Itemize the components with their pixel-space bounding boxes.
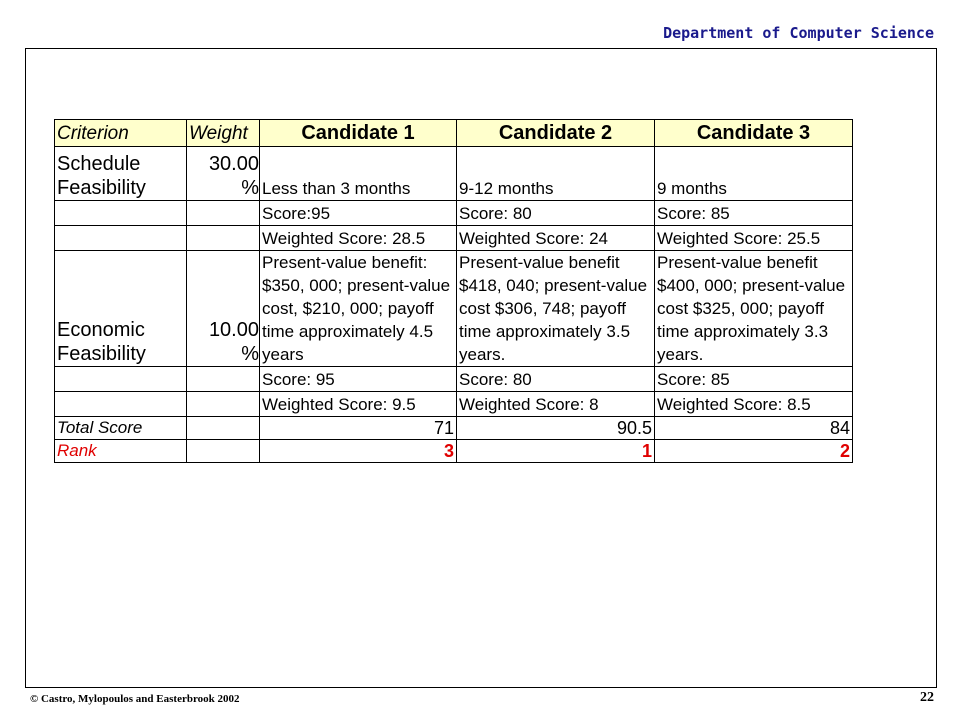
- economic-desc-c2: Present-value benefit $418, 040; present-value cost $306, 748; payoff time approximately 3.5 years.: [457, 251, 655, 367]
- header-criterion: Criterion: [55, 120, 187, 147]
- economic-weighted-c2: Weighted Score: 8: [457, 392, 655, 417]
- department-title: Department of Computer Science: [663, 24, 934, 42]
- schedule-score-c2: Score: 80: [457, 201, 655, 226]
- economic-weighted-c1: Weighted Score: 9.5: [260, 392, 457, 417]
- economic-score-c1: Score: 95: [260, 367, 457, 392]
- schedule-weighted-c3: Weighted Score: 25.5: [655, 226, 853, 251]
- rank-c2: 1: [457, 440, 655, 463]
- header-weight: Weight: [187, 120, 260, 147]
- copyright-text: © Castro, Mylopoulos and Easterbrook 2002: [30, 693, 240, 705]
- total-score-c3: 84: [655, 417, 853, 440]
- schedule-weighted-c1: Weighted Score: 28.5: [260, 226, 457, 251]
- rank-row: [55, 440, 853, 463]
- header-candidate-2: Candidate 2: [457, 120, 655, 147]
- empty-cell: [187, 417, 260, 440]
- schedule-score-c3: Score: 85: [655, 201, 853, 226]
- economic-score-c2: Score: 80: [457, 367, 655, 392]
- empty-cell: [55, 392, 187, 417]
- total-score-c2: 90.5: [457, 417, 655, 440]
- table-row: [55, 251, 853, 367]
- table-row: [55, 367, 853, 392]
- rank-c1: 3: [260, 440, 457, 463]
- empty-cell: [55, 226, 187, 251]
- table-row: [55, 226, 853, 251]
- table-row: [55, 201, 853, 226]
- schedule-desc-c2: 9-12 months: [457, 147, 655, 201]
- empty-cell: [187, 226, 260, 251]
- weight-schedule: 30.00 %: [187, 147, 260, 201]
- table-row: [55, 147, 853, 201]
- economic-weighted-c3: Weighted Score: 8.5: [655, 392, 853, 417]
- criterion-economic: Economic Feasibility: [55, 251, 187, 367]
- empty-cell: [187, 201, 260, 226]
- empty-cell: [187, 440, 260, 463]
- table-header-row: [55, 120, 853, 147]
- header-candidate-3: Candidate 3: [655, 120, 853, 147]
- schedule-weighted-c2: Weighted Score: 24: [457, 226, 655, 251]
- total-score-label: Total Score: [55, 417, 187, 440]
- economic-score-c3: Score: 85: [655, 367, 853, 392]
- total-score-row: [55, 417, 853, 440]
- header-candidate-1: Candidate 1: [260, 120, 457, 147]
- criteria-table: [54, 119, 853, 463]
- page-number: 22: [920, 690, 934, 705]
- empty-cell: [55, 367, 187, 392]
- weight-economic: 10.00 %: [187, 251, 260, 367]
- rank-c3: 2: [655, 440, 853, 463]
- schedule-score-c1: Score:95: [260, 201, 457, 226]
- table-row: [55, 392, 853, 417]
- schedule-desc-c3: 9 months: [655, 147, 853, 201]
- empty-cell: [187, 367, 260, 392]
- empty-cell: [187, 392, 260, 417]
- economic-desc-c1: Present-value benefit: $350, 000; present-value cost, $210, 000; payoff time approximately 4.5 years: [260, 251, 457, 367]
- rank-label: Rank: [55, 440, 187, 463]
- empty-cell: [55, 201, 187, 226]
- economic-desc-c3: Present-value benefit $400, 000; present-value cost $325, 000; payoff time approximately 3.3 years.: [655, 251, 853, 367]
- criterion-schedule: Schedule Feasibility: [55, 147, 187, 201]
- schedule-desc-c1: Less than 3 months: [260, 147, 457, 201]
- total-score-c1: 71: [260, 417, 457, 440]
